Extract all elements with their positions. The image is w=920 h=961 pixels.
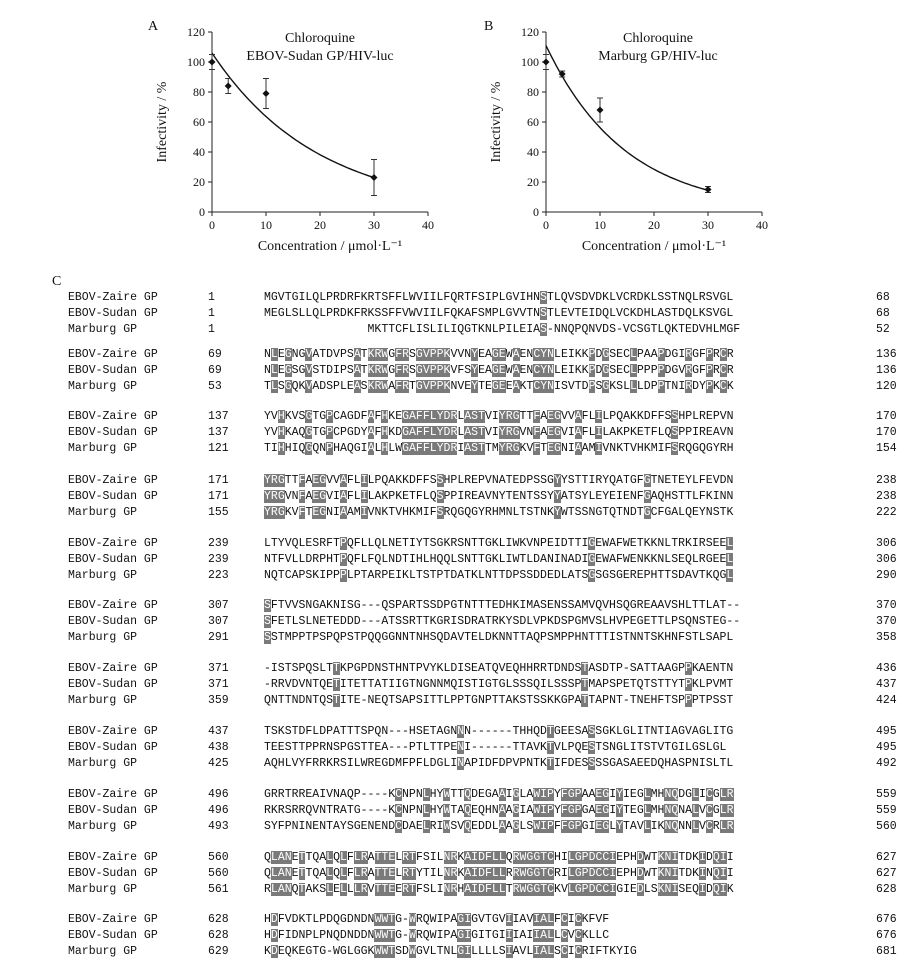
chart-a-y-tick-label: 80 [193,85,205,99]
sequence-end: 370 [876,615,897,628]
sequence-residues: RLANQTAKSLELLLRVTTEERTFSLINRHAIDFLLTRWGGTCKVLGPDCCIGIEDLSKNISEQIDQIK [264,883,734,896]
sequence-end: 52 [876,323,890,336]
sequence-end: 559 [876,804,897,817]
sequence-residues: YRGTTFAEGVVAFLILPQAKKDFFSSHPLREPVNATEDPSSGYYSTTIRYQATGFGTNETEYLFEVDN [264,474,734,487]
chart-b-x-tick-label: 40 [756,218,768,232]
chart-b-y-tick-label: 20 [527,175,539,189]
sequence-residues: -ISTSPQSLTTKPGPDNSTHNTPVYKLDISEATQVEQHHRRTDNDSTASDTP-SATTAAGPPKAENTN [264,662,734,675]
sequence-name: EBOV-Sudan GP [68,615,158,628]
sequence-name: EBOV-Zaire GP [68,788,158,801]
chart-b-x-tick-label: 20 [648,218,660,232]
sequence-residues: TLSGQKVADSPLEASKRWAFRTGVPPKNVEYTEGEEAKTCYNISVTDPSGKSLLLDPPTNIRDYPKCK [264,380,734,393]
sequence-end: 559 [876,788,897,801]
sequence-start: 437 [208,725,229,738]
sequence-residues: MGVTGILQLPRDRFKRTSFFLWVIILFQRTFSIPLGVIHNSTLQVSDVDKLVCRDKLSSTNQLRSVGL [264,291,734,304]
sequence-end: 68 [876,291,890,304]
sequence-start: 1 [208,323,215,336]
panel-b-letter: B [484,19,494,34]
sequence-residues: HDFIDNPLPNQDNDDNWWTG-WRQWIPAGIGITGIIIAIIALLCVCKLLC [264,929,610,942]
chart-b-xlabel: Concentration / μmol·L⁻¹ [581,239,727,254]
sequence-end: 676 [876,929,897,942]
chart-a-y-tick-label: 40 [193,145,205,159]
sequence-name: Marburg GP [68,442,138,455]
sequence-residues: GRRTRREAIVNAQP----KCNPNLHYWTTQDEGAAIGLAWIPYFGPAAEGIYIEGLMHNQDGLICGLR [264,788,734,801]
sequence-end: 560 [876,820,897,833]
chart-b-x-tick-label: 10 [594,218,606,232]
sequence-residues: HDFVDKTLPDQGDNDNWWTG-WRQWIPAGIGVTGVIIAVIALFCICKFVF [264,913,610,926]
panel-a-letter: A [148,19,159,34]
sequence-start: 425 [208,757,229,770]
sequence-start: 560 [208,867,229,880]
chart-b-y-tick-label: 40 [527,145,539,159]
sequence-residues: QNTTNDNTQSTITE-NEQTSAPSITTLPPTGNPTTAKSTSSKKGPATTAPNT-TNEHFTSPPPTPSST [264,694,734,707]
sequence-residues: NLEGNGVATDVPSATKRWGFRSGVPPKVVNYEAGEWAENCYNLEIKKPDGSECLPAAPDGIRGFPRCR [264,348,734,361]
sequence-start: 1 [208,291,215,304]
sequence-end: 306 [876,537,897,550]
chart-a-ylabel: Infectivity / % [155,81,170,163]
sequence-end: 495 [876,725,897,738]
sequence-name: Marburg GP [68,323,138,336]
chart-b-y-tick-label: 0 [533,205,539,219]
sequence-start: 239 [208,537,229,550]
chart-a-xlabel: Concentration / μmol·L⁻¹ [257,239,403,254]
sequence-end: 136 [876,364,897,377]
sequence-end: 120 [876,380,897,393]
sequence-residues: TSKSTDFLDPATTTSPQN---HSETAGNNN------THHQDTGEESASSGKLGLITNTIAGVAGLITG [264,725,734,738]
sequence-name: EBOV-Zaire GP [68,537,158,550]
sequence-start: 628 [208,913,229,926]
sequence-name: EBOV-Zaire GP [68,913,158,926]
sequence-start: 496 [208,804,229,817]
sequence-end: 222 [876,506,897,519]
sequence-start: 307 [208,599,229,612]
sequence-residues: YRGKVFTEGNIAAMIVNKTVHKMIFSRQGQGYRHMNLTSTNKYWTSSNGTQTNDTGCFGALQEYNSTK [264,506,734,519]
sequence-residues: LTYVQLESRFTPQFLLQLNETIYTSGKRSNTTGKLIWKVNPEIDTTIGEWAFWETKKNLTRKIRSEEL [264,537,734,550]
chart-b-y-tick-label: 100 [521,55,539,69]
sequence-start: 371 [208,662,229,675]
sequence-start: 155 [208,506,229,519]
sequence-start: 171 [208,490,229,503]
sequence-start: 629 [208,945,229,958]
sequence-start: 53 [208,380,222,393]
chart-b-x-tick-label: 0 [543,218,549,232]
sequence-residues: QLANETTQALQLFLRATTELRTYTILNRKAIDFLLRRWGGTCRILGPDCCIEPHDWTKNITDKINQII [264,867,734,880]
sequence-residues: MKTTCFLISLILIQGTKNLPILEIAS-NNQPQNVDS-VCSGTLQKTEDVHLMGF [264,323,741,336]
sequence-start: 561 [208,883,229,896]
sequence-start: 628 [208,929,229,942]
sequence-name: EBOV-Zaire GP [68,662,158,675]
sequence-name: EBOV-Zaire GP [68,599,158,612]
chart-a-x-tick-label: 20 [314,218,326,232]
sequence-end: 436 [876,662,897,675]
sequence-residues: NLEGSGVSTDIPSATKRWGFRSGVPPKVFSYEAGEWAENCYNLEIKKPDGSECLPPPPDGVRGFPRCR [264,364,734,377]
sequence-name: EBOV-Sudan GP [68,490,158,503]
sequence-start: 496 [208,788,229,801]
sequence-name: EBOV-Zaire GP [68,725,158,738]
sequence-start: 69 [208,348,222,361]
sequence-name: Marburg GP [68,820,138,833]
sequence-end: 627 [876,851,897,864]
sequence-residues: TEESTTPPRNSPGSTTEA---PTLTTPENI------TTAVKTVLPQESTSNGLITSTVTGILGSLGL [264,741,727,754]
chart-b-title-line1: Chloroquine [623,31,693,46]
sequence-name: EBOV-Zaire GP [68,348,158,361]
chart-b-y-tick-label: 60 [527,115,539,129]
sequence-end: 424 [876,694,897,707]
chart-b-y-tick-label: 120 [521,25,539,39]
sequence-start: 291 [208,631,229,644]
sequence-start: 239 [208,553,229,566]
sequence-start: 121 [208,442,229,455]
sequence-end: 170 [876,426,897,439]
sequence-residues: SSTMPPTPSPQPSTPQQGGNNTNHSQDAVTELDKNNTTAQPSMPPHNTTTISTNNTSKHNFSTLSAPL [264,631,734,644]
chart-b-title-line2: Marburg GP/HIV-luc [598,49,718,64]
sequence-residues: NTFVLLDRPHTPQFLFQLNDTIHLHQQLSNTTGKLIWTLDANINADIGEWAFWENKKNLSEQLRGEEL [264,553,734,566]
sequence-end: 290 [876,569,897,582]
sequence-end: 238 [876,474,897,487]
chart-b-ylabel: Infectivity / % [489,81,504,163]
sequence-name: Marburg GP [68,569,138,582]
sequence-end: 358 [876,631,897,644]
sequence-name: EBOV-Sudan GP [68,741,158,754]
sequence-residues: QLANETTQALQLFLRATTELRTFSILNRKAIDFLLQRWGGTCHILGPDCCIEPHDWTKNITDKIDQII [264,851,734,864]
sequence-start: 493 [208,820,229,833]
sequence-name: EBOV-Sudan GP [68,426,158,439]
sequence-residues: TIHHIQGQNPHAQGIALHLWGAFFLYDRIASTTMYRGKVFTEGNIAAMIVNKTVHKMIFSRQGQGYRH [264,442,734,455]
sequence-start: 69 [208,364,222,377]
chart-a-y-tick-label: 20 [193,175,205,189]
sequence-end: 170 [876,410,897,423]
sequence-residues: SFTVVSNGAKNISG---QSPARTSSDPGTNTTTEDHKIMASENSSAMVQVHSQGREAAVSHLTTLAT-- [264,599,741,612]
sequence-end: 628 [876,883,897,896]
chart-a-title-line2: EBOV-Sudan GP/HIV-luc [246,49,394,64]
sequence-residues: KDEQKEGTG-WGLGGKWWTSDWGVLTNLGILLLLSIAVLIALSCICRIFTKYIG [264,945,637,958]
chart-a-x-tick-label: 0 [209,218,215,232]
sequence-name: Marburg GP [68,757,138,770]
sequence-name: EBOV-Zaire GP [68,474,158,487]
sequence-start: 1 [208,307,215,320]
sequence-end: 306 [876,553,897,566]
sequence-start: 223 [208,569,229,582]
sequence-name: Marburg GP [68,883,138,896]
sequence-end: 492 [876,757,897,770]
sequence-name: EBOV-Sudan GP [68,804,158,817]
chart-a-y-tick-label: 60 [193,115,205,129]
sequence-end: 676 [876,913,897,926]
sequence-residues: SYFPNINENTAYSGENENDCDAELRIWSVQEDDLAAGLSWIPFFGPGIEGLYTAVLIKNQNNLVCRLR [264,820,734,833]
chart-a-title-line1: Chloroquine [285,31,355,46]
sequence-start: 171 [208,474,229,487]
sequence-name: EBOV-Sudan GP [68,867,158,880]
chart-a-y-tick-label: 0 [199,205,205,219]
sequence-end: 495 [876,741,897,754]
chart-a-y-tick-label: 120 [187,25,205,39]
sequence-name: EBOV-Zaire GP [68,851,158,864]
chart-a-x-tick-label: 30 [368,218,380,232]
sequence-start: 307 [208,615,229,628]
sequence-name: EBOV-Zaire GP [68,410,158,423]
sequence-residues: YRGVNFAEGVIAFLILAKPKETFLQSPPIREAVNYTENTSSYYATSYLEYEIENFGAQHSTTLFKINN [264,490,734,503]
sequence-start: 560 [208,851,229,864]
chart-b-x-tick-label: 30 [702,218,714,232]
sequence-residues: NQTCAPSKIPPPLPTARPEIKLTSTPTDATKLNTTDPSSDDEDLATSGSGSGEREPHTTSDAVTKQGL [264,569,734,582]
sequence-name: Marburg GP [68,945,138,958]
sequence-name: EBOV-Sudan GP [68,307,158,320]
sequence-residues: MEGLSLLQLPRDKFRKSSFFVWVIILFQKAFSMPLGVVTNSTLEVTEIDQLVCKDHLASTDQLKSVGL [264,307,734,320]
sequence-name: Marburg GP [68,694,138,707]
sequence-start: 359 [208,694,229,707]
sequence-name: EBOV-Sudan GP [68,364,158,377]
sequence-end: 68 [876,307,890,320]
chart-a-y-tick-label: 100 [187,55,205,69]
sequence-start: 137 [208,426,229,439]
sequence-name: EBOV-Sudan GP [68,929,158,942]
sequence-end: 136 [876,348,897,361]
sequence-name: Marburg GP [68,380,138,393]
sequence-end: 370 [876,599,897,612]
chart-a-x-tick-label: 40 [422,218,434,232]
sequence-residues: -RRVDVNTQETITETTATIIGTNGNNMQISTIGTGLSSSQILSSSPTMAPSPETQTSTTYTPKLPVMT [264,678,734,691]
sequence-residues: RKRSRRQVNTRATG----KCNPNLHYWTAQEQHNAAGIAWIPYFGPGAEGIYTEGLMHNQNALVCGLR [264,804,734,817]
sequence-residues: AQHLVYFRRKRSILWREGDMFPFLDGLINAPIDFDPVPNTKTIFDESSSSGASAEEDQHASPNISLTL [264,757,734,770]
sequence-residues: YVHKAQGTGPCPGDYAFHKDGAFFLYDRLASTVIYRGVNFAEGVIAFLILAKPKETFLQSPPIREAVN [264,426,734,439]
sequence-residues: SFETLSLNETEDDD---ATSSRTTKGRISDRATRKYSDLVPKDSPGMVSLHVPEGETTLPSQNSTEG-- [264,615,741,628]
panel-c-letter: C [52,274,62,289]
sequence-end: 627 [876,867,897,880]
sequence-end: 238 [876,490,897,503]
sequence-name: EBOV-Sudan GP [68,678,158,691]
chart-b-y-tick-label: 80 [527,85,539,99]
sequence-start: 371 [208,678,229,691]
sequence-name: Marburg GP [68,631,138,644]
sequence-end: 154 [876,442,897,455]
sequence-name: Marburg GP [68,506,138,519]
sequence-name: EBOV-Zaire GP [68,291,158,304]
sequence-start: 137 [208,410,229,423]
sequence-end: 437 [876,678,897,691]
chart-a-x-tick-label: 10 [260,218,272,232]
sequence-residues: YVHKVSGTGPCAGDFAFHKEGAFFLYDRLASTVIYRGTTFAEGVVAFLILPQAKKDFFSSHPLREPVN [264,410,734,423]
sequence-start: 438 [208,741,229,754]
sequence-end: 681 [876,945,897,958]
sequence-name: EBOV-Sudan GP [68,553,158,566]
